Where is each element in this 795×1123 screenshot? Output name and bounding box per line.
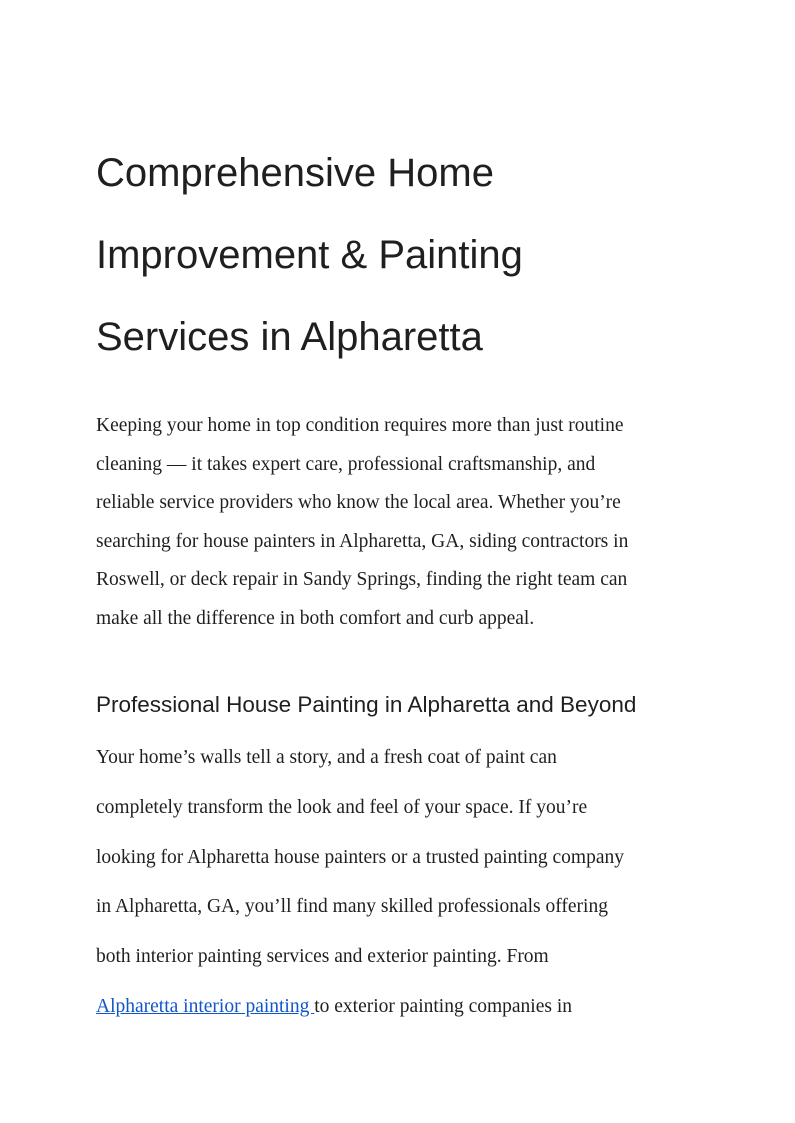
- paragraph-line-tail: to exterior painting companies in: [314, 995, 572, 1017]
- paragraph-line: in Alpharetta, GA, you’ll find many skilled professionals offering: [96, 896, 608, 918]
- paragraph-line: cleaning — it takes expert care, professional craftsmanship, and: [96, 453, 596, 475]
- title-line: Comprehensive Home: [96, 151, 494, 195]
- title-line: Improvement & Painting: [96, 233, 523, 277]
- title-line: Services in Alpharetta: [96, 315, 483, 359]
- paragraph-line: Keeping your home in top condition requires more than just routine: [96, 415, 624, 436]
- paragraph-line: both interior painting services and exterior painting. From: [96, 946, 549, 968]
- paragraph-line: Roswell, or deck repair in Sandy Springs, finding the right team can: [96, 569, 628, 590]
- paragraph-line: Your home’s walls tell a story, and a fresh coat of paint can: [96, 747, 557, 768]
- paragraph-line: looking for Alpharetta house painters or a trusted painting company: [96, 846, 624, 868]
- paragraph-line: make all the difference in both comfort and curb appeal.: [96, 607, 535, 629]
- document-title: [96, 132, 716, 378]
- section-heading: Professional House Painting in Alpharetta and Beyond: [96, 692, 637, 717]
- paragraph-line: completely transform the look and feel of your space. If you’re: [96, 796, 588, 818]
- paragraph-line: reliable service providers who know the local area. Whether you’re: [96, 492, 621, 513]
- alpharetta-interior-painting-link[interactable]: Alpharetta interior painting: [96, 995, 315, 1017]
- intro-paragraph: [96, 407, 716, 638]
- section-paragraph: [96, 733, 716, 1032]
- paragraph-line: searching for house painters in Alpharetta, GA, siding contractors in: [96, 530, 629, 552]
- paragraph-line-with-link: [96, 982, 716, 1032]
